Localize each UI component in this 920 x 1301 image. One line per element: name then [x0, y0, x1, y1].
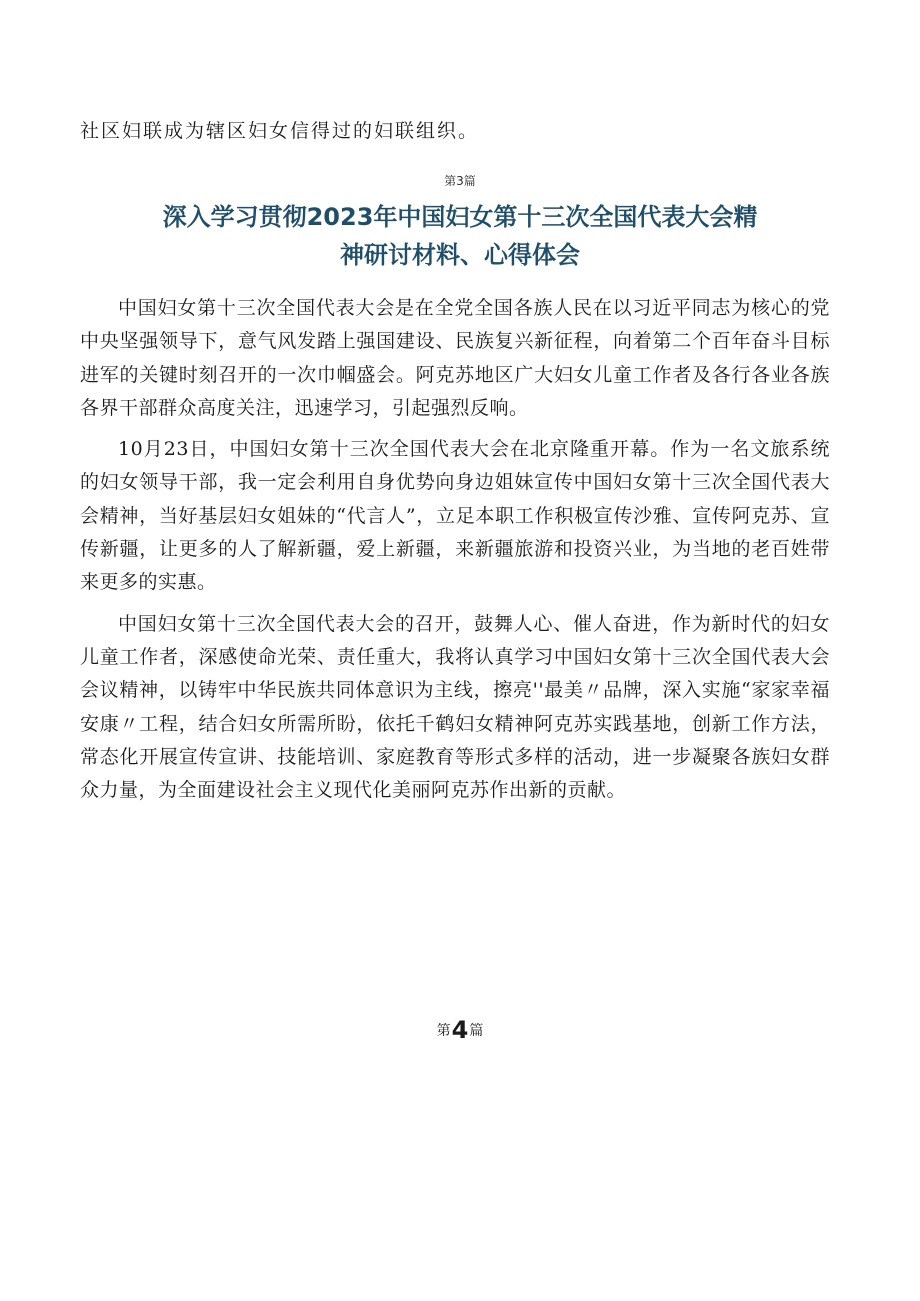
section-4-label [0, 1014, 920, 1047]
body-paragraph-2: 10月23日，中国妇女第十三次全国代表大会在北京隆重开幕。作为一名文旅系统的妇女领导干部，我一定会利用自身优势向身边姐妹宣传中国妇女第十三次全国代表大会精神，当好基层妇女姐妹的“代言人”，立足本职工作积极宣传沙雅、宣传阿克苏、宣传新疆，让更多的人了解新疆，爱上新疆，来新疆旅游和投资兴业，为当地的老百姓带来更多的实惠。 [80, 438, 830, 594]
section-4-prefix: 第 [436, 1023, 451, 1039]
article-body [80, 292, 830, 815]
article-title-line-1: 深入学习贯彻2023年中国妇女第十三次全国代表大会精 [162, 203, 758, 231]
body-paragraph-3: 中国妇女第十三次全国代表大会的召开，鼓舞人心、催人奋进，作为新时代的妇女儿童工作者，深感使命光荣、责任重大，我将认真学习中国妇女第十三次全国代表大会会议精神，以铸牢中华民族共同体意识为主线，擦亮''最美〃品牌，深入实施“家家幸福安康〃工程，结合妇女所需所盼，依托千鹤妇女精神阿克苏实践基地，创新工作方法，常态化开展宣传宣讲、技能培训、家庭教育等形式多样的活动，进一步凝聚各族妇女群众力量，为全面建设社会主义现代化美丽阿克苏作出新的贡献。 [80, 612, 830, 802]
body-paragraph-1: 中国妇女第十三次全国代表大会是在全党全国各族人民在以习近平同志为核心的党中央坚强领导下，意气风发踏上强国建设、民族复兴新征程，向着第二个百年奋斗目标进军的关键时刻召开的一次巾帼盛会。阿克苏地区广大妇女儿童工作者及各行各业各族各界干部群众高度关注，迅速学习，引起强烈反响。 [80, 297, 830, 419]
article-title [110, 198, 810, 274]
section-3-label: 第3篇 [444, 174, 476, 188]
article-title-line-2: 神研讨材料、心得体会 [340, 241, 580, 269]
previous-section-closing-line: 社区妇联成为辖区妇女信得过的妇联组织。 [80, 120, 480, 142]
section-4-suffix: 篇 [469, 1023, 484, 1039]
section-4-number: 4 [451, 1016, 469, 1044]
